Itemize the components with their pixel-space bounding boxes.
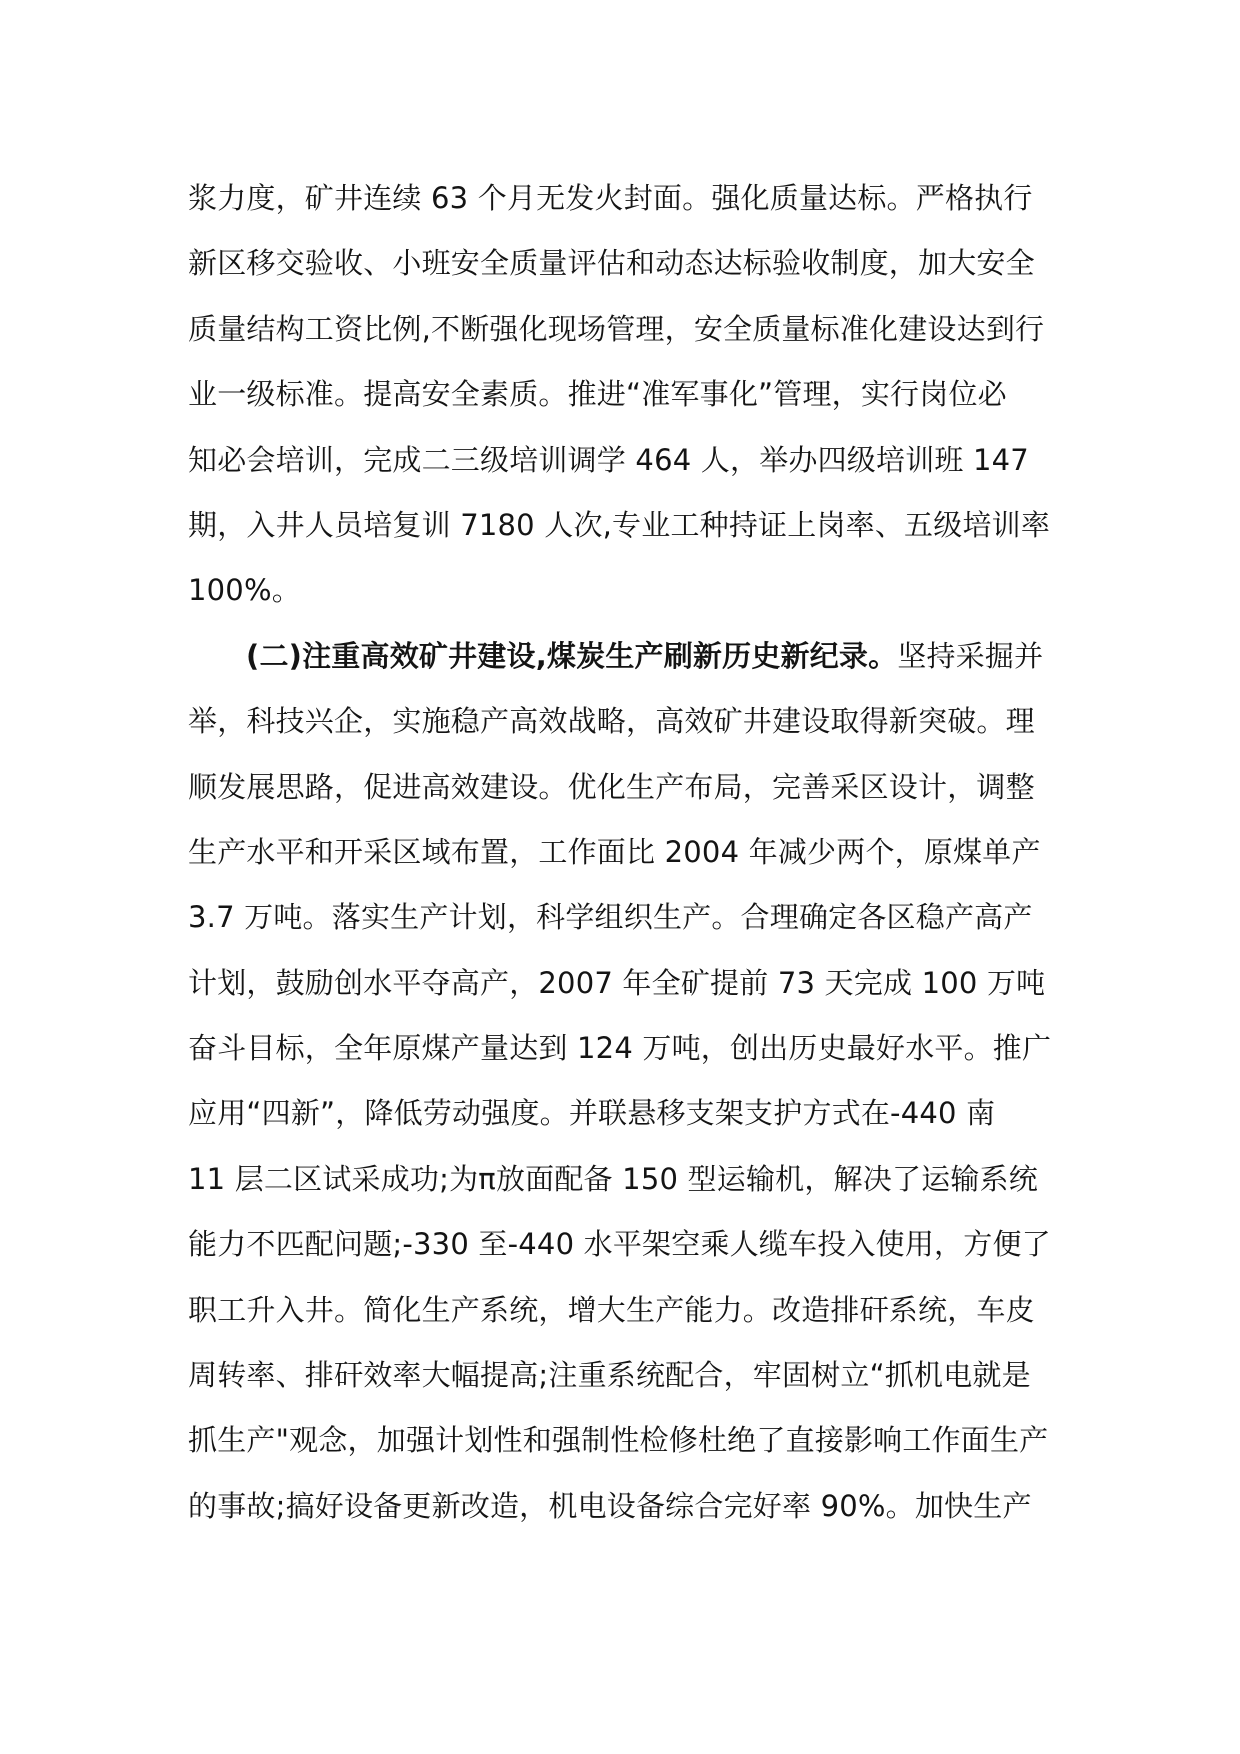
text-line: 质量结构工资比例,不断强化现场管理，安全质量标准化建设达到行 xyxy=(188,311,1045,346)
text-run: 坚持采掘并 xyxy=(897,638,1044,673)
text-line: 100%。 xyxy=(188,573,301,608)
text-line: 生产水平和开采区域布置，工作面比 2004 年减少两个，原煤单产 xyxy=(188,834,1041,869)
text-line: 抓生产"观念，加强计划性和强制性检修杜绝了直接影响工作面生产 xyxy=(188,1423,1049,1458)
paragraph-2 xyxy=(188,624,1068,1539)
section-heading: (二)注重高效矿井建设,煤炭生产刷新历史新纪录。 xyxy=(246,638,898,673)
text-line: 能力不匹配问题;-330 至-440 水平架空乘人缆车投入使用，方便了 xyxy=(188,1227,1051,1262)
text-line: 奋斗目标，全年原煤产量达到 124 万吨，创出历史最好水平。推广 xyxy=(188,1031,1052,1066)
text-line: 应用“四新”，降低劳动强度。并联悬移支架支护方式在-440 南 xyxy=(188,1096,996,1131)
text-line: 职工升入井。简化生产系统，增大生产能力。改造排矸系统，车皮 xyxy=(188,1292,1035,1327)
text-line: 新区移交验收、小班安全质量评估和动态达标验收制度，加大安全 xyxy=(188,246,1035,281)
paragraph-1 xyxy=(188,166,1068,624)
text-line: 业一级标准。提高安全素质。推进“准军事化”管理，实行岗位必 xyxy=(188,377,1007,412)
text-line: 顺发展思路，促进高效建设。优化生产布局，完善采区设计，调整 xyxy=(188,769,1035,804)
text-line: 11 层二区试采成功;为π放面配备 150 型运输机，解决了运输系统 xyxy=(188,1161,1038,1196)
text-line: 期，入井人员培复训 7180 人次,专业工种持证上岗率、五级培训率 xyxy=(188,507,1051,542)
text-line: 举，科技兴企，实施稳产高效战略，高效矿井建设取得新突破。理 xyxy=(188,704,1035,739)
text-line: 的事故;搞好设备更新改造，机电设备综合完好率 90%。加快生产 xyxy=(188,1488,1032,1523)
text-line: 周转率、排矸效率大幅提高;注重系统配合，牢固树立“抓机电就是 xyxy=(188,1358,1031,1393)
paragraph-first-line xyxy=(188,624,1068,689)
text-line: 3.7 万吨。落实生产计划，科学组织生产。合理确定各区稳产高产 xyxy=(188,900,1033,935)
text-line: 计划，鼓励创水平夺高产，2007 年全矿提前 73 天完成 100 万吨 xyxy=(188,965,1046,1000)
text-line: 浆力度，矿井连续 63 个月无发火封面。强化质量达标。严格执行 xyxy=(188,181,1033,215)
text-line: 知必会培训，完成二三级培训调学 464 人，举办四级培训班 147 xyxy=(188,442,1029,477)
body-text xyxy=(188,166,1068,1539)
